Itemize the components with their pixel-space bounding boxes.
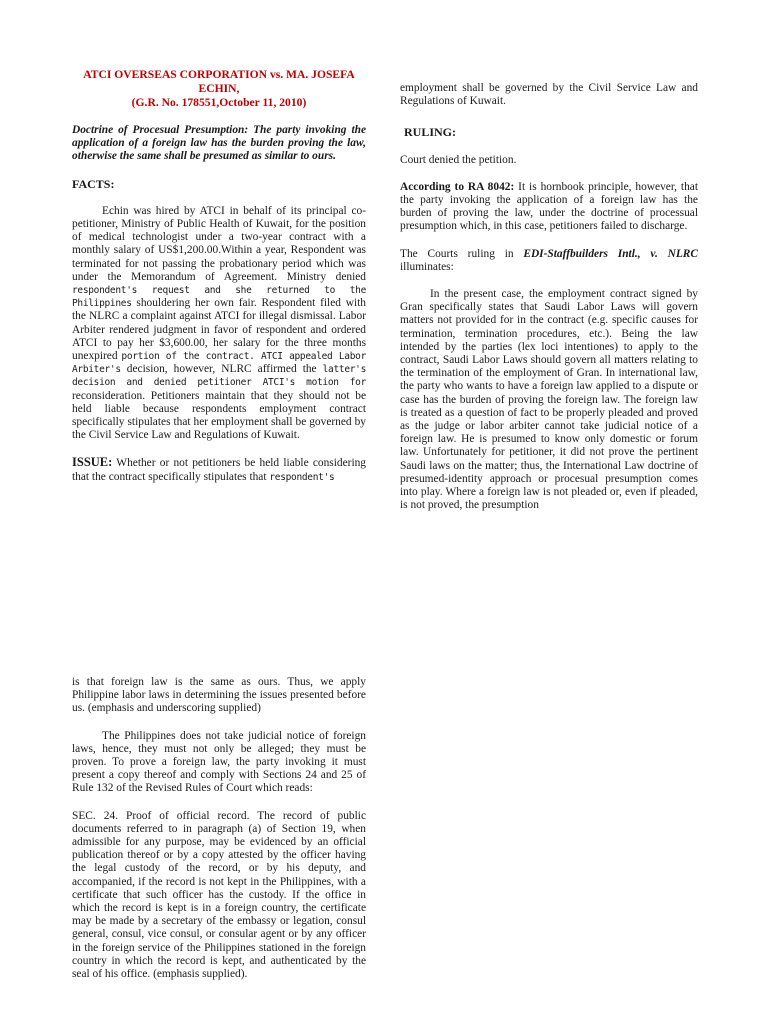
facts-paragraph <box>72 205 366 443</box>
facts-part3: shouldering her own fair. Respondent filed with the NLRC a complaint against ATCI for illegal dismissal. Labor Arbiter rendered judgment in favor of respondent and ordered ATCI to pay her $3,600.00, her salary for the three months unexpired <box>72 297 366 363</box>
case-title-line2: (G.R. No. 178551,October 11, 2010) <box>131 96 307 109</box>
bottom-paragraph2: The Philippines does not take judicial notice of foreign laws, hence, they must not only be alleged; they must be proven. To prove a foreign law, the party invoking it must present a copy thereof and comply with Sections 24 and 25 of Rule 132 of the Revised Rules of Court which reads: <box>72 729 366 795</box>
bottom-continuation: is that foreign law is the same as ours. Thus, we apply Philippine labor laws in determining the issues presented before us. (emphasis and underscoring supplied) <box>72 676 366 715</box>
issue-paragraph <box>72 456 366 483</box>
ra-text: It is hornbook principle, however, that the party invoking the application of a foreign law has the burden of proving the law, under the doctrine of processual presumption which, in this case, petitioners failed to discharge. <box>400 180 698 233</box>
facts-part5: decision, however, NLRC affirmed the <box>120 363 323 376</box>
issue-heading: ISSUE: <box>72 455 113 470</box>
case-title <box>72 68 366 110</box>
quote-paragraph: In the present case, the employment contract signed by Gran specifically states that Saudi Labor Laws will govern matters not provided for in the contract (e.g. specific causes for termination, termination procedures, etc.). Being the law intended by the parties (lex loci intentiones) to apply to the contract, Saudi Labor Laws should govern all matters relating to the termination of the employment of Gran. In international law, the party who wants to have a foreign law applied to a dispute or case has the burden of proving the foreign law. The foreign law is treated as a question of fact to be properly pleaded and proved as the judge or labor arbiter cannot take judicial notice of a foreign law. He is presumed to know only domestic or forum law. Unfortunately for petitioner, it did not prove the pertinent Saudi laws on the matter; thus, the International Law doctrine of presumed-identity approach or procesual presumption comes into play. Where a foreign law is not pleaded or, even if pleaded, is not proved, the presumption <box>400 288 698 512</box>
ra-paragraph <box>400 181 698 234</box>
facts-heading: FACTS: <box>72 176 115 191</box>
courts-suffix: illuminates: <box>400 260 454 273</box>
case-title-line1: ATCI OVERSEAS CORPORATION vs. MA. JOSEFA ECHIN, <box>83 68 355 95</box>
facts-part2: respondent's request and she returned to the Philippines <box>72 285 366 310</box>
section-24: SEC. 24. Proof of official record. The record of public documents referred to in paragraph (a) of Section 19, when admissible for any purpose, may be evidenced by an official publication thereof or by a copy attested by the officer having the legal custody of the record, or by his deputy, and accompanied, if the record is not kept in the Philippines, with a certificate that such officer has the custody. If the office in which the record is kept is in a foreign country, the certificate may be made by a secretary of the embassy or legation, consul general, consul, vice consul, or consular agent or by any officer in the foreign service of the Philippines stationed in the foreign country in which the record is kept, and authenticated by the seal of his office. (emphasis supplied). <box>72 809 366 981</box>
facts-part6: latter's decision and denied petitioner ATCI's motion for <box>72 364 366 389</box>
facts-part1: Echin was hired by ATCI in behalf of its principal co-petitioner, Ministry of Public Health of Kuwait, for the position of medical technologist under a two-year contract with a monthly salary of US$1,200.00.Within a year, Respondent was terminated for not passing the probationary period which was under the Memorandum of Agreement. Ministry denied <box>72 204 366 283</box>
facts-part4: portion of the contract. ATCI appealed Labor Arbiter's <box>72 351 366 376</box>
doctrine: Doctrine of Procesual Presumption: The party invoking the application of a foreign law has the burden proving the law, otherwise the same shall be presumed as similar to ours. <box>72 124 366 163</box>
ra-label: According to RA 8042: <box>400 180 515 193</box>
right-continuation: employment shall be governed by the Civil Service Law and Regulations of Kuwait. <box>400 82 698 108</box>
ruling-text: Court denied the petition. <box>400 153 517 166</box>
courts-paragraph <box>400 248 698 274</box>
issue-sans: respondent's <box>269 471 335 483</box>
courts-prefix: The Courts ruling in <box>400 247 524 260</box>
ruling-heading: RULING: <box>404 125 457 140</box>
left-column <box>72 68 366 484</box>
facts-part7: reconsideration. Petitioners maintain that they should not be held liable because respondents employment contract specifically stipulates that her employment shall be governed by the Civil Service Law and Regulations of Kuwait. <box>72 389 366 442</box>
right-column <box>400 68 698 512</box>
left-bottom-column <box>72 662 366 981</box>
issue-text: Whether or not petitioners be held liable considering that the contract specifically stipulates that <box>72 457 366 483</box>
courts-case: EDI-Staffbuilders Intl., v. NLRC <box>523 247 699 260</box>
